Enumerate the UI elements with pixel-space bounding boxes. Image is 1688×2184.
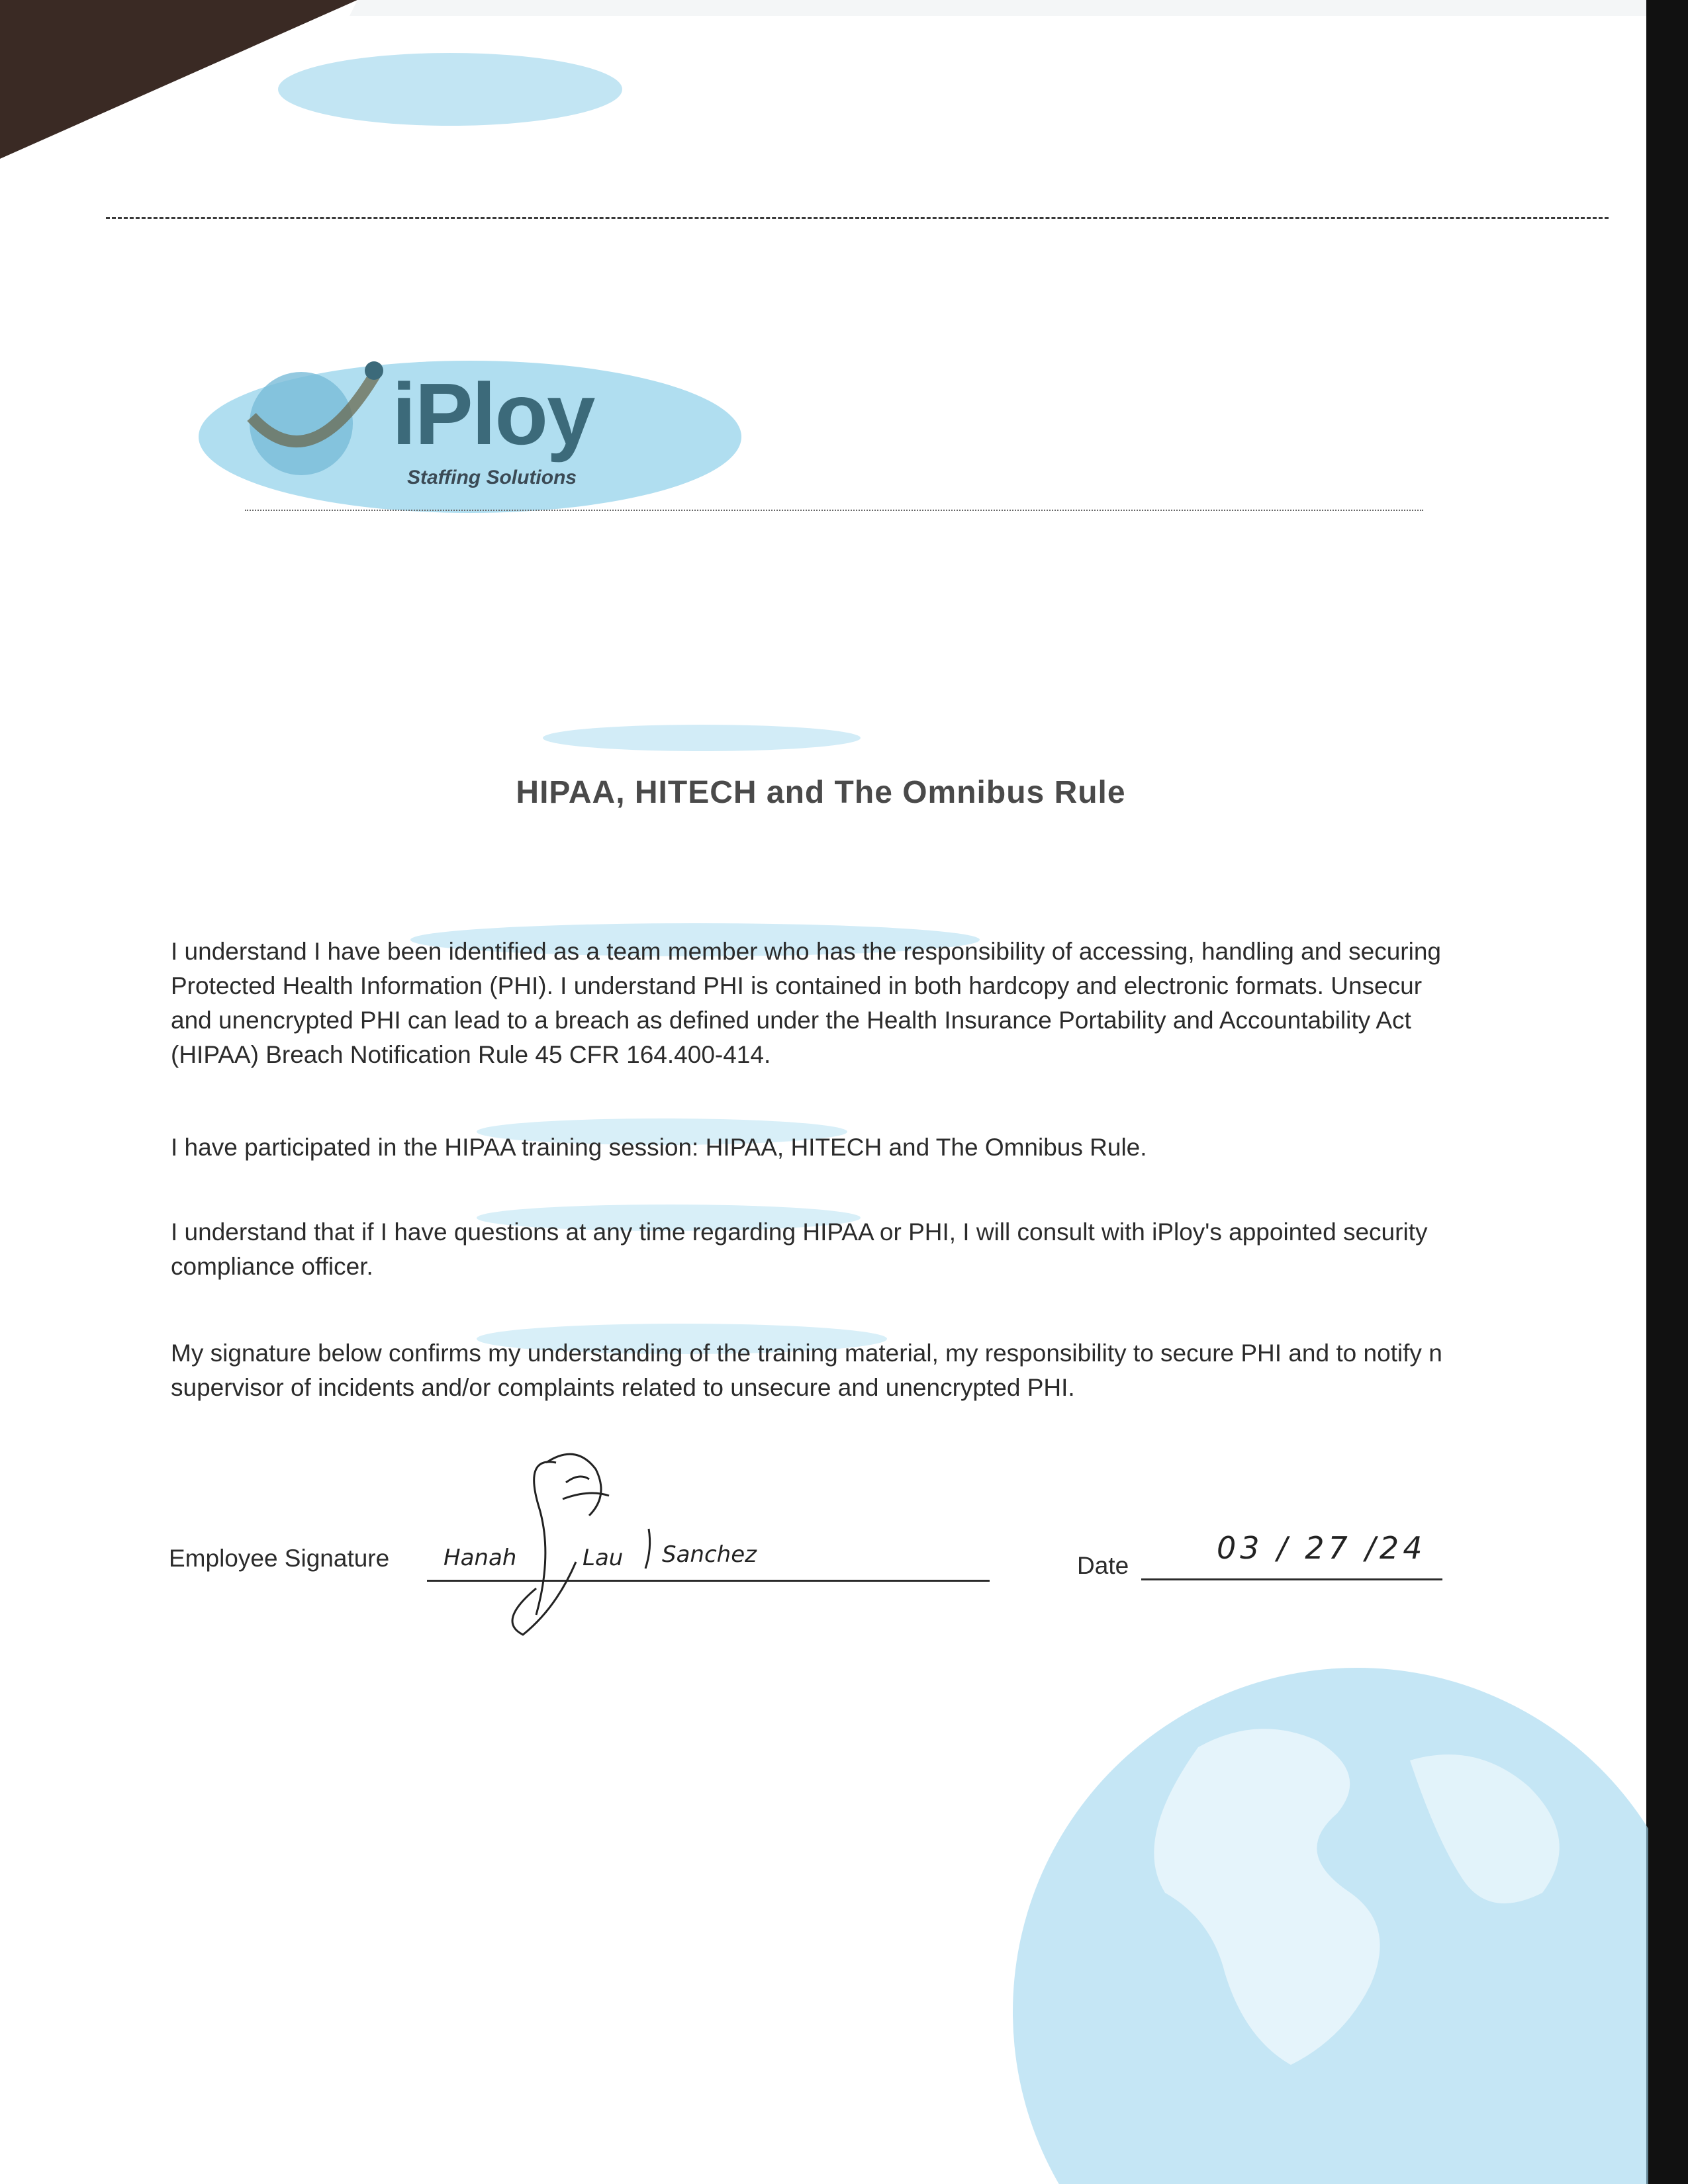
paragraph-line: I understand that if I have questions at any time regarding HIPAA or PHI, I will consult with iPloy's appointed security: [171, 1218, 1428, 1246]
paragraph-acknowledgement: [171, 934, 1627, 1072]
date-line: [1141, 1578, 1442, 1580]
ink-smudge: [278, 53, 622, 126]
globe-watermark-icon: [947, 1641, 1648, 2184]
header-rule: [106, 217, 1609, 219]
paragraph-questions: [171, 1215, 1627, 1284]
employee-signature: [424, 1443, 821, 1641]
logo-wordmark: iPloy: [392, 365, 594, 463]
signature-last-name: Sanchez: [662, 1541, 757, 1568]
globe-swoosh-icon: [238, 344, 397, 503]
employee-signature-label: Employee Signature: [169, 1545, 390, 1572]
paragraph-line: I have participated in the HIPAA training session: HIPAA, HITECH and The Omnibus Rule.: [171, 1134, 1147, 1161]
logo-tagline: Staffing Solutions: [407, 467, 577, 488]
paragraph-line: and unencrypted PHI can lead to a breach as defined under the Health Insurance Portability and Accountability Act: [171, 1007, 1411, 1034]
paragraph-line: My signature below confirms my understanding of the training material, my responsibility to secure PHI and to notify n: [171, 1340, 1442, 1367]
company-logo: [238, 344, 702, 503]
paragraph-training: [171, 1130, 1627, 1165]
date-value: 03 / 27 /24: [1217, 1530, 1427, 1566]
date-label: Date: [1077, 1552, 1129, 1579]
signature-first-name: Hanah: [444, 1545, 517, 1571]
ink-smudge: [543, 725, 861, 751]
paragraph-line: (HIPAA) Breach Notification Rule 45 CFR 164.400-414.: [171, 1041, 771, 1068]
paragraph-confirmation: [171, 1336, 1627, 1405]
paragraph-line: Protected Health Information (PHI). I understand PHI is contained in both hardcopy and electronic formats. Unsecur: [171, 972, 1423, 999]
paragraph-line: compliance officer.: [171, 1253, 373, 1280]
logo-rule: [245, 510, 1423, 511]
scan-right-edge: [1646, 0, 1688, 2184]
paragraph-line: I understand I have been identified as a team member who has the responsibility of accessing, handling and securing: [171, 938, 1441, 965]
document-title: HIPAA, HITECH and The Omnibus Rule: [516, 775, 1126, 810]
paragraph-line: supervisor of incidents and/or complaints related to unsecure and unencrypted PHI.: [171, 1374, 1075, 1401]
signature-middle-name: Lau: [583, 1545, 624, 1571]
